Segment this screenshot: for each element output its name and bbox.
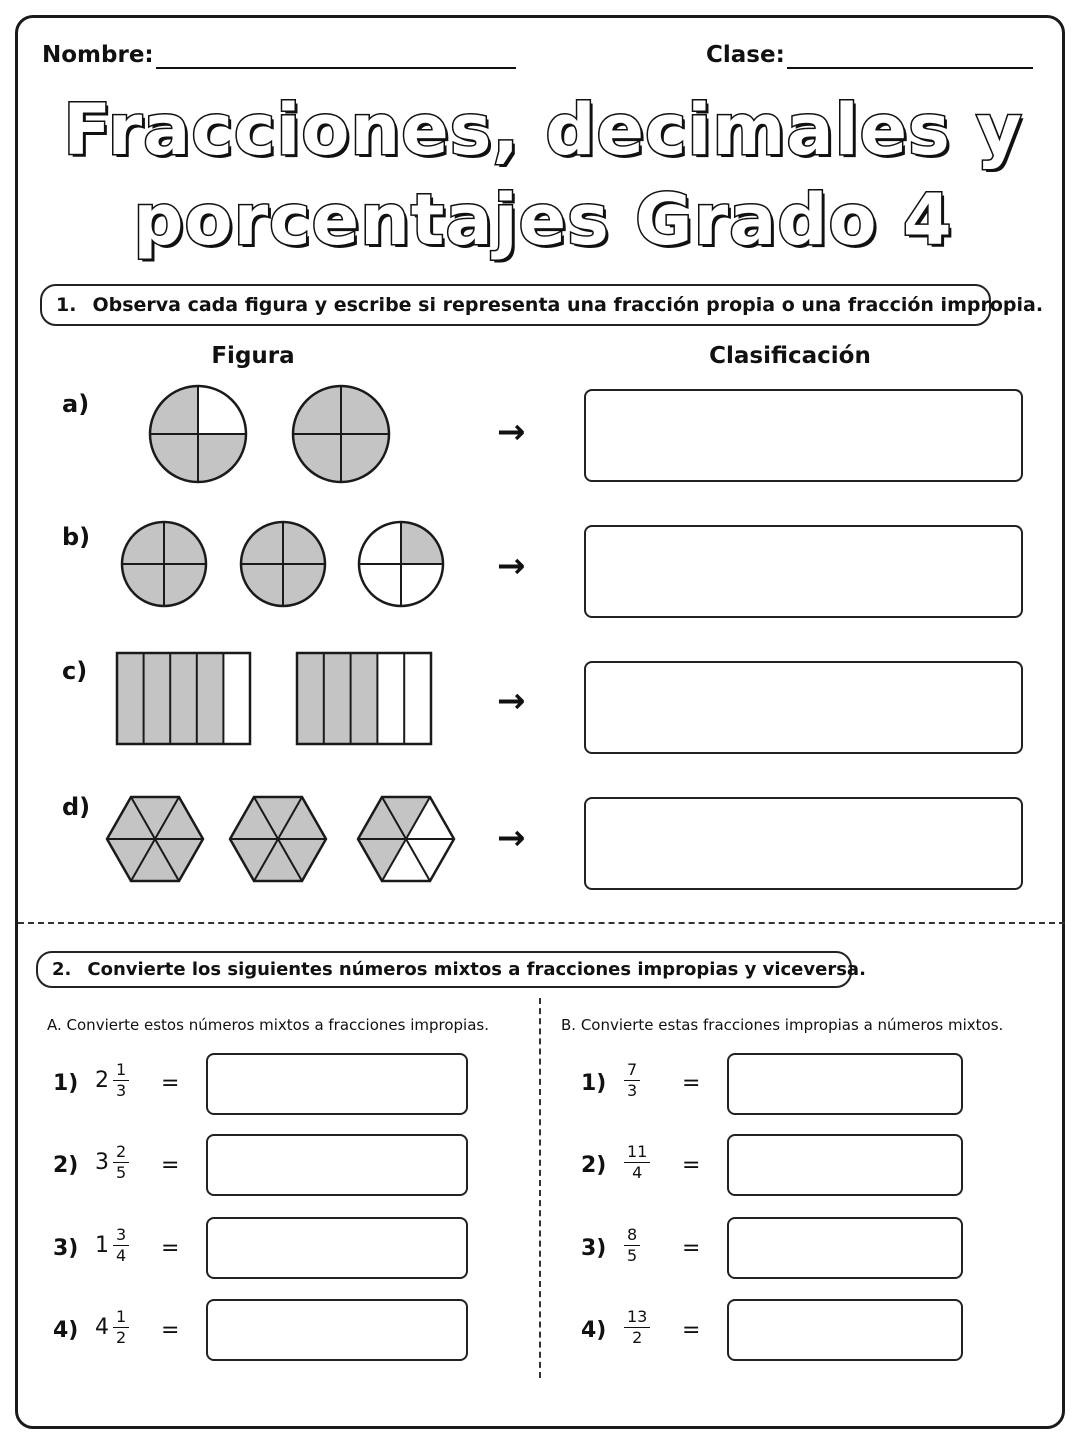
class-label: Clase:: [706, 42, 785, 68]
figure-b-circle-3: [359, 522, 443, 606]
numerator: 11: [624, 1142, 650, 1163]
improper-fraction: [624, 1142, 650, 1183]
figure-a-circle-2: [293, 386, 389, 482]
section-divider: [18, 922, 1065, 924]
answer-box-B2[interactable]: [727, 1134, 963, 1196]
denominator: 3: [627, 1081, 638, 1100]
answer-box-A1[interactable]: [206, 1053, 468, 1115]
title-line-1: Fracciones, decimales y: [63, 89, 1023, 171]
section1-number: 1.: [56, 294, 77, 316]
arrow-icon: →: [497, 681, 526, 721]
numerator: 1: [113, 1060, 129, 1081]
answer-box-A2[interactable]: [206, 1134, 468, 1196]
improper-fraction: [624, 1060, 640, 1101]
numerator: 1: [113, 1307, 129, 1328]
row-label-b: b): [62, 523, 91, 551]
denominator: 2: [632, 1328, 643, 1347]
mixed-whole: 1: [95, 1233, 109, 1258]
column-divider: [539, 998, 541, 1378]
partA-item-number: 3): [53, 1236, 79, 1261]
equals-sign: =: [161, 1153, 180, 1178]
partA-heading: A. Convierte estos números mixtos a fracciones impropias.: [47, 1016, 489, 1034]
section2-instruction: [36, 951, 866, 988]
partB-item-number: 4): [581, 1318, 607, 1343]
partA-item-number: 4): [53, 1318, 79, 1343]
classification-box-c[interactable]: [584, 661, 1023, 754]
answer-box-A3[interactable]: [206, 1217, 468, 1279]
section1-text: Observa cada figura y escribe si representa una fracción propia o una fracción impropia.: [92, 294, 1044, 316]
numerator: 13: [624, 1307, 650, 1328]
answer-box-B4[interactable]: [727, 1299, 963, 1361]
denominator: 3: [116, 1081, 127, 1100]
mixed-whole: 3: [95, 1150, 109, 1175]
partB-item-number: 2): [581, 1153, 607, 1178]
mixed-number: [95, 1225, 129, 1266]
denominator: 2: [116, 1328, 127, 1347]
row-label-a: a): [62, 390, 90, 418]
name-label: Nombre:: [42, 42, 154, 68]
figure-a-circle-1: [150, 386, 246, 482]
equals-sign: =: [682, 1318, 701, 1343]
section2-number: 2.: [52, 959, 72, 980]
mixed-whole: 4: [95, 1315, 109, 1340]
partB-item-number: 3): [581, 1236, 607, 1261]
denominator: 4: [632, 1163, 643, 1182]
column-classification-heading: Clasificación: [709, 343, 871, 369]
partB-item-number: 1): [581, 1071, 607, 1096]
title-line-2: porcentajes Grado 4: [133, 179, 953, 261]
equals-sign: =: [161, 1071, 180, 1096]
figure-b-circle-1: [122, 522, 206, 606]
figure-c-bar-1: [117, 653, 250, 744]
column-figure-heading: Figura: [211, 343, 295, 369]
answer-box-B1[interactable]: [727, 1053, 963, 1115]
arrow-icon: →: [497, 546, 526, 586]
equals-sign: =: [682, 1153, 701, 1178]
mixed-number: [95, 1142, 129, 1183]
equals-sign: =: [682, 1236, 701, 1261]
figure-b-circle-2: [241, 522, 325, 606]
numerator: 3: [113, 1225, 129, 1246]
numerator: 2: [113, 1142, 129, 1163]
answer-box-A4[interactable]: [206, 1299, 468, 1361]
denominator: 5: [116, 1163, 127, 1182]
classification-box-d[interactable]: [584, 797, 1023, 890]
partA-item-number: 2): [53, 1153, 79, 1178]
numerator: 7: [624, 1060, 640, 1081]
equals-sign: =: [161, 1236, 180, 1261]
mixed-number: [95, 1307, 129, 1348]
figure-d-hexagon-2: [230, 797, 326, 881]
figure-d-hexagon-1: [107, 797, 203, 881]
classification-box-b[interactable]: [584, 525, 1023, 618]
denominator: 5: [627, 1246, 638, 1265]
numerator: 8: [624, 1225, 640, 1246]
partA-item-number: 1): [53, 1071, 79, 1096]
section2-text: Convierte los siguientes números mixtos a fracciones impropias y viceversa.: [87, 959, 866, 980]
answer-box-B3[interactable]: [727, 1217, 963, 1279]
mixed-number: [95, 1060, 129, 1101]
figure-c-bar-2: [297, 653, 431, 744]
classification-box-a[interactable]: [584, 389, 1023, 482]
figure-d-hexagon-3: [358, 797, 454, 881]
equals-sign: =: [161, 1318, 180, 1343]
arrow-icon: →: [497, 818, 526, 858]
row-label-c: c): [62, 657, 88, 685]
improper-fraction: [624, 1307, 650, 1348]
partB-heading: B. Convierte estas fracciones impropias a números mixtos.: [561, 1016, 1004, 1034]
mixed-whole: 2: [95, 1068, 109, 1093]
improper-fraction: [624, 1225, 640, 1266]
arrow-icon: →: [497, 412, 526, 452]
row-label-d: d): [62, 793, 91, 821]
equals-sign: =: [682, 1071, 701, 1096]
denominator: 4: [116, 1246, 127, 1265]
